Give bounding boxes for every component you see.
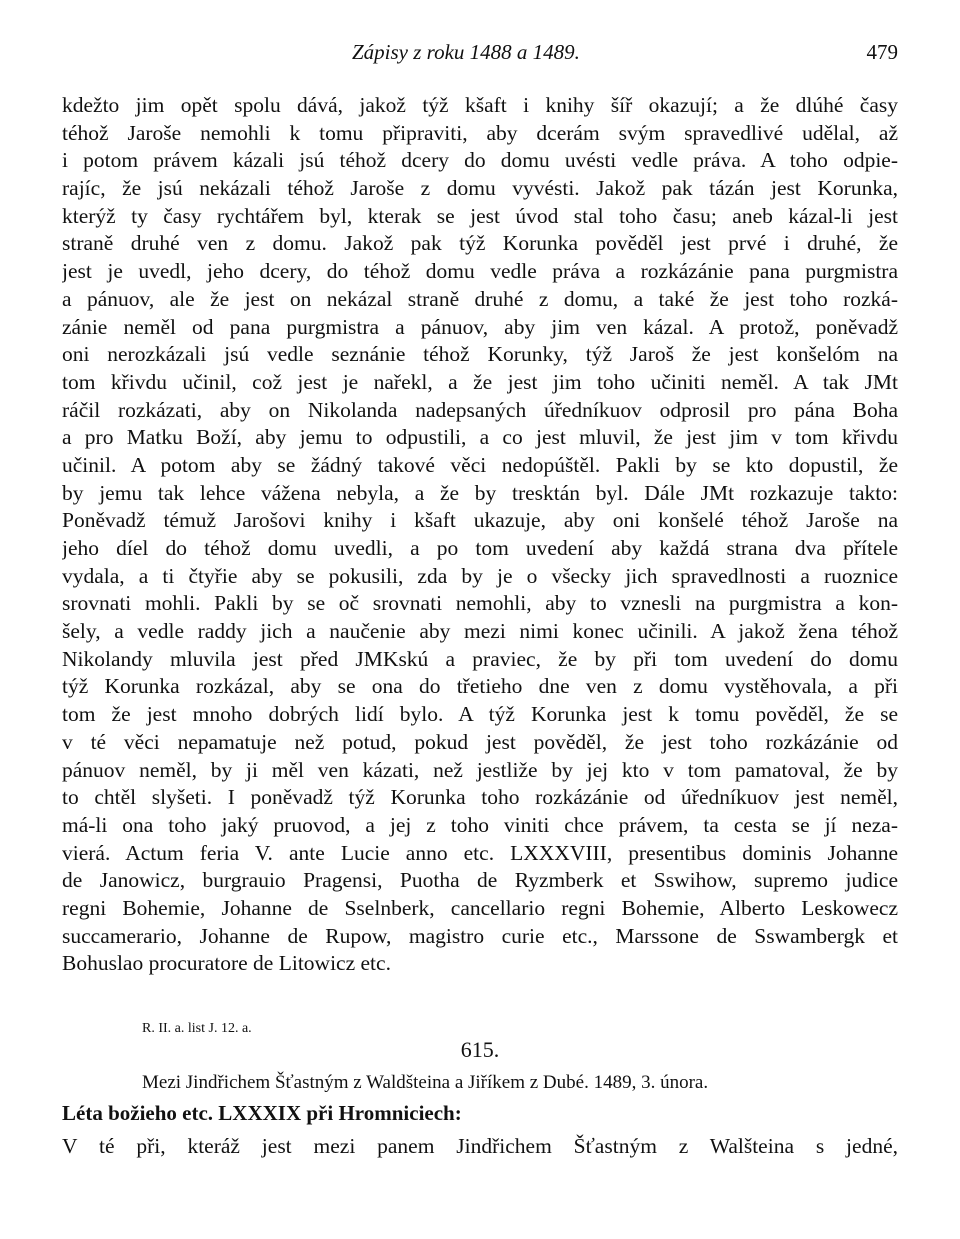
text-line: vydala, a ti čtyřie aby se pokusili, zda by je o všecky jich spravedlnosti a ruoznice: [62, 563, 898, 588]
text-line: srovnati mohli. Pakli by se oč srovnati nemohli, aby to vznesli na purgmistra a kon-: [62, 591, 898, 616]
text-line: pánuov neměl, by ji měl ven kázati, než jestliže by jej kto v tom pamatoval, že by: [62, 757, 898, 782]
text-line: jest je uvedl, jeho dcery, do téhož domu vedle práva a rozkázánie pana purgmistra: [62, 259, 898, 284]
text-line: Nikolandy mluvila jest před JMKskú a praviec, že by při tom uvedení do domu: [62, 646, 898, 671]
text-line: V té při, kteráž jest mezi panem Jindřichem Šťastným z Walšteina s jedné,: [62, 1134, 898, 1158]
text-line: jeho díel do téhož domu uvedli, a po tom uvedení aby každá strana dva přítele: [62, 536, 898, 560]
running-head: Zápisy z roku 1488 a 1489.: [352, 40, 580, 64]
text-line: tom křivdu učinil, což jest je nařekl, a že jest jim toho učiniti neměl. A tak JMt: [62, 369, 898, 394]
text-line: učinil. A potom aby se žádný takové věci nedopúštěl. Pakli by se kto dopustil, že: [62, 452, 898, 477]
text-line: a pro Matku Boží, aby jemu to odpustili, a co jest mluvil, že jest jim v tom křivdu: [62, 425, 898, 450]
text-line: i potom právem kázali jsú téhož dcery do domu uvésti vedle práva. A toho odpie-: [62, 148, 898, 173]
text-line: kdežto jim opět spolu dává, jakož týž kšaft i knihy šíř okazují; a že dlúhé časy: [62, 93, 898, 117]
entry-number: 615.: [460, 1037, 500, 1062]
text-line: a pánuov, ale že jest on nekázal straně druhé z domu, a také že jest toho rozká-: [62, 286, 898, 311]
text-line: týž Korunka rozkázal, aby se ona do třetieho dne ven z domu vystěhovala, a při: [62, 674, 898, 699]
text-line: ráčil rozkázati, aby on Nikolanda nadepsaných úředníkuov odprosil pro pána Boha: [62, 397, 898, 422]
entry-summary: Mezi Jindřichem Šťastným z Waldšteina a Jiříkem z Dubé. 1489, 3. února.: [142, 1072, 709, 1093]
text-line: straně druhé ven z domu. Jakož pak týž Korunka pověděl jest prvé i druhé, že: [62, 231, 898, 256]
text-line: Bohuslao procuratore de Litowicz etc.: [62, 951, 391, 976]
body-text: [62, 92, 898, 978]
text-line: de Janowicz, burgrauio Pragensi, Puotha de Ryzmberk et Sswihow, supremo judice: [62, 868, 898, 893]
text-line: succamerario, Johanne de Rupow, magistro curie etc., Marssone de Sswambergk et: [62, 923, 898, 948]
text-line: v té věci nepamatuje než potud, pokud jest pověděl, že jest toho rozkázánie od: [62, 729, 898, 754]
text-line: vierá. Actum feria V. ante Lucie anno etc. LXXXVIII, presentibus dominis Johanne: [62, 840, 898, 865]
text-line: Poněvadž témuž Jarošovi knihy i kšaft ukazuje, aby oni konšelé téhož Jaroše na: [62, 508, 898, 533]
text-line: tom že jest mnoho dobrých lidí bylo. A týž Korunka jest k tomu pověděl, že se: [62, 702, 898, 727]
text-line: téhož Jaroše nemohli k tomu připraviti, aby dcerám svým spravedlivé udělal, až: [62, 120, 898, 145]
text-line: oni nerozkázali jsú vedle seznánie téhož Korunky, týž Jaroš že jest konšelóm na: [62, 342, 898, 367]
text-line: kterýž ty časy rychtářem byl, kterak se jest úvod stal toho času; aneb kázal-li jest: [62, 203, 898, 228]
text-line: rajíc, že jsú nekázali téhož Jaroše z domu vyvésti. Jakož pak tázán jest Korunka,: [62, 176, 898, 201]
text-line: regni Bohemie, Johanne de Sselnberk, cancellario regni Bohemie, Alberto Leskowecz: [62, 895, 898, 920]
entry-opening: Léta božieho etc. LXXXIX při Hromniciech:: [62, 1101, 462, 1125]
text-line: šely, a vedle raddy jich a naučenie aby mezi nimi konec učinili. A jakož žena téhož: [62, 619, 898, 644]
page-number: 479: [866, 40, 898, 64]
text-line: má-li ona toho jaký pruovod, a jej z toho viniti chce právem, ta cesta se jí neza-: [62, 812, 898, 837]
text-line: by jemu tak lehce vážena nebyla, a že by tresktán byl. Dále JMt rozkazuje takto:: [62, 480, 898, 505]
text-line: zánie neměl od pana purgmistra a pánuov, aby jim ven kázal. A protož, poněvadž: [62, 314, 898, 339]
source-reference: R. II. a. list J. 12. a.: [142, 1021, 252, 1036]
text-line: to chtěl slyšeti. I poněvadž týž Korunka toho rozkázánie od úředníkuov jest neměl,: [62, 785, 898, 810]
